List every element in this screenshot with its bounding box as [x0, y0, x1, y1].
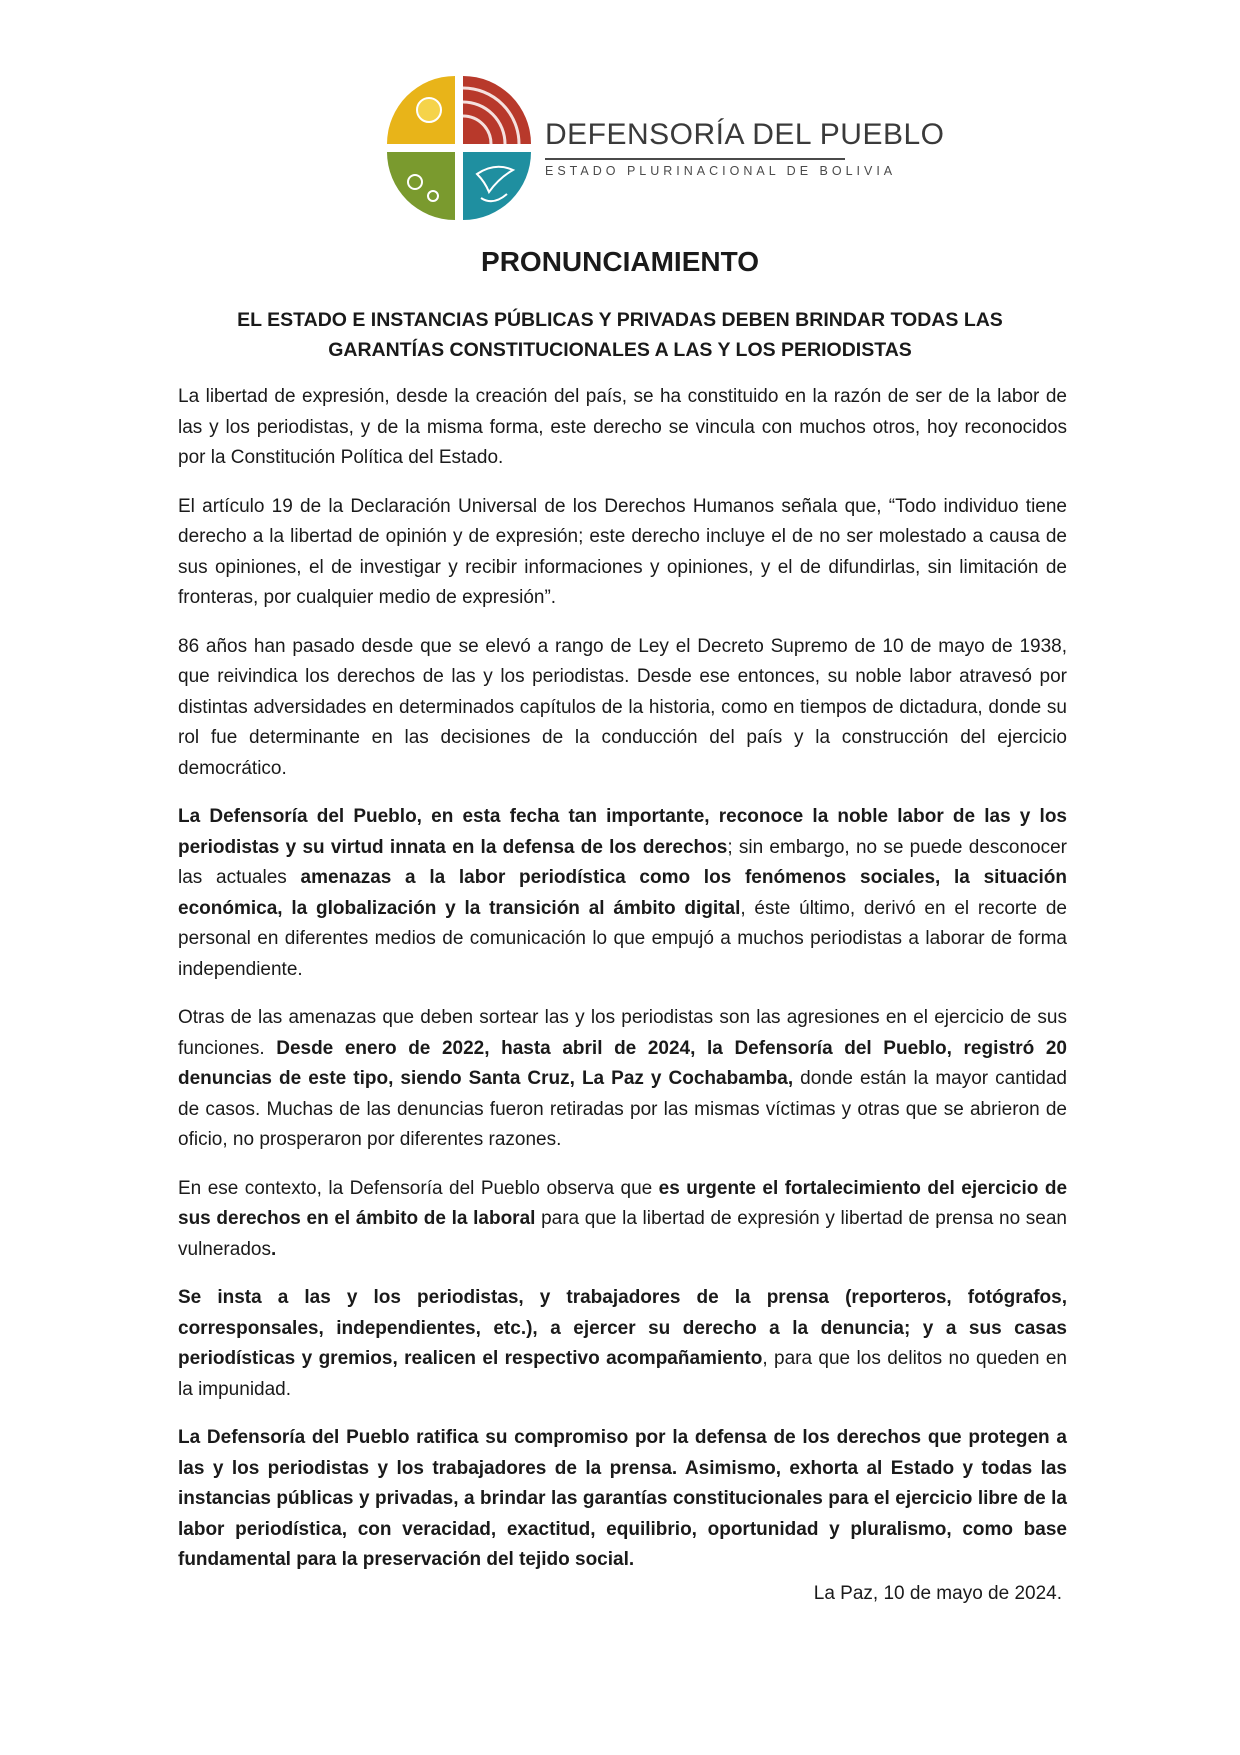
document-subtitle: EL ESTADO E INSTANCIAS PÚBLICAS Y PRIVADAS DEBEN BRINDAR TODAS LAS GARANTÍAS CONSTITUCIONALES A LAS Y LOS PERIODISTAS	[237, 309, 1003, 361]
bold-text-segment: amenazas a la labor periodística como los fenómenos sociales, la situación económica, la globalización y la transición al ámbito digital	[178, 867, 1067, 919]
bold-text-segment: es urgente el fortalecimiento del ejercicio de sus derechos en el ámbito de la laboral	[178, 1177, 1068, 1229]
document-body	[178, 382, 1067, 1594]
text-segment: Otras de las amenazas que deben sortear las y los periodistas son las agresiones en el ejercicio de sus funciones.	[178, 1007, 1067, 1059]
text-segment: para que la libertad de expresión y libertad de prensa no sean vulnerados	[178, 1208, 1067, 1260]
text-segment: , para que los delitos no queden en la impunidad.	[178, 1348, 1067, 1400]
text-segment: , éste último, derivó en el recorte de personal en diferentes medios de comunicación lo que empujó a muchos periodistas a laborar de forma independiente.	[178, 897, 1067, 980]
bold-text-segment: La Defensoría del Pueblo, en esta fecha tan importante, reconoce la noble labor de las y los periodistas y su virtud innata en la defensa de los derechos	[178, 806, 1067, 858]
place-and-date: La Paz, 10 de mayo de 2024.	[813, 1583, 1062, 1604]
text-segment: En ese contexto, la Defensoría del Pueblo observa que	[178, 1177, 659, 1199]
document-title: PRONUNCIAMIENTO	[481, 246, 759, 277]
text-segment: ; sin embargo, no se puede desconocer las actuales	[178, 836, 1067, 888]
organization-subtitle: ESTADO PLURINACIONAL DE BOLIVIA	[545, 164, 897, 178]
body-paragraph	[178, 382, 1067, 474]
body-paragraph	[178, 1283, 1067, 1405]
bold-text-segment: Se insta a las y los periodistas, y trabajadores de la prensa (reporteros, fotógrafos, corresponsales, independientes, etc.), a ejercer su derecho a la denuncia; y a sus casas periodísticas y gremios, realicen el respectivo acompañamiento	[178, 1287, 1067, 1369]
body-paragraph	[178, 1174, 1067, 1266]
body-paragraph	[178, 1423, 1067, 1576]
text-segment: El artículo 19 de la Declaración Universal de los Derechos Humanos señala que, “Todo individuo tiene derecho a la libertad de opinión y de expresión; este derecho incluye el de no ser molestado a causa de sus opiniones, el de investigar y recibir informaciones y opiniones, y el de difundirlas, sin limitación de fronteras, por cualquier medio de expresión”.	[178, 495, 1067, 608]
letterhead-divider	[545, 158, 845, 160]
letterhead	[385, 74, 945, 234]
body-paragraph	[178, 492, 1067, 614]
body-paragraph	[178, 632, 1067, 785]
text-segment: La libertad de expresión, desde la creación del país, se ha constituido en la razón de ser de la labor de las y los periodistas, y de la misma forma, este derecho se vincula con muchos otros, hoy reconocidos por la Constitución Política del Estado.	[178, 386, 1067, 468]
bold-text-segment: .	[270, 1238, 277, 1260]
defensoria-logo-icon	[385, 74, 533, 222]
text-segment: 86 años han pasado desde que se elevó a rango de Ley el Decreto Supremo de 10 de mayo de 1938, que reivindica los derechos de las y los periodistas. Desde ese entonces, su noble labor atravesó por distintas adversidades en determinados capítulos de la historia, como en tiempos de dictadura, donde su rol fue determinante en las decisiones de la conducción del país y la construcción del ejercicio democrático.	[178, 635, 1067, 779]
text-segment: donde están la mayor cantidad de casos. Muchas de las denuncias fueron retiradas por las mismas víctimas y otras que se abrieron de oficio, no prosperaron por diferentes razones.	[178, 1068, 1068, 1150]
body-paragraph	[178, 802, 1067, 985]
organization-name: DEFENSORÍA DEL PUEBLO	[545, 118, 945, 151]
bold-text-segment: La Defensoría del Pueblo ratifica su compromiso por la defensa de los derechos que protegen a las y los periodistas y los trabajadores de la prensa. Asimismo, exhorta al Estado y todas las instancias públicas y privadas, a brindar las garantías constitucionales para el ejercicio libre de la labor periodística, con veracidad, exactitud, equilibrio, oportunidad y pluralismo, como base fundamental para la preservación del tejido social.	[178, 1427, 1067, 1570]
bold-text-segment: Desde enero de 2022, hasta abril de 2024, la Defensoría del Pueblo, registró 20 denuncias de este tipo, siendo Santa Cruz, La Paz y Cochabamba,	[178, 1037, 1067, 1089]
body-paragraph	[178, 1003, 1067, 1156]
